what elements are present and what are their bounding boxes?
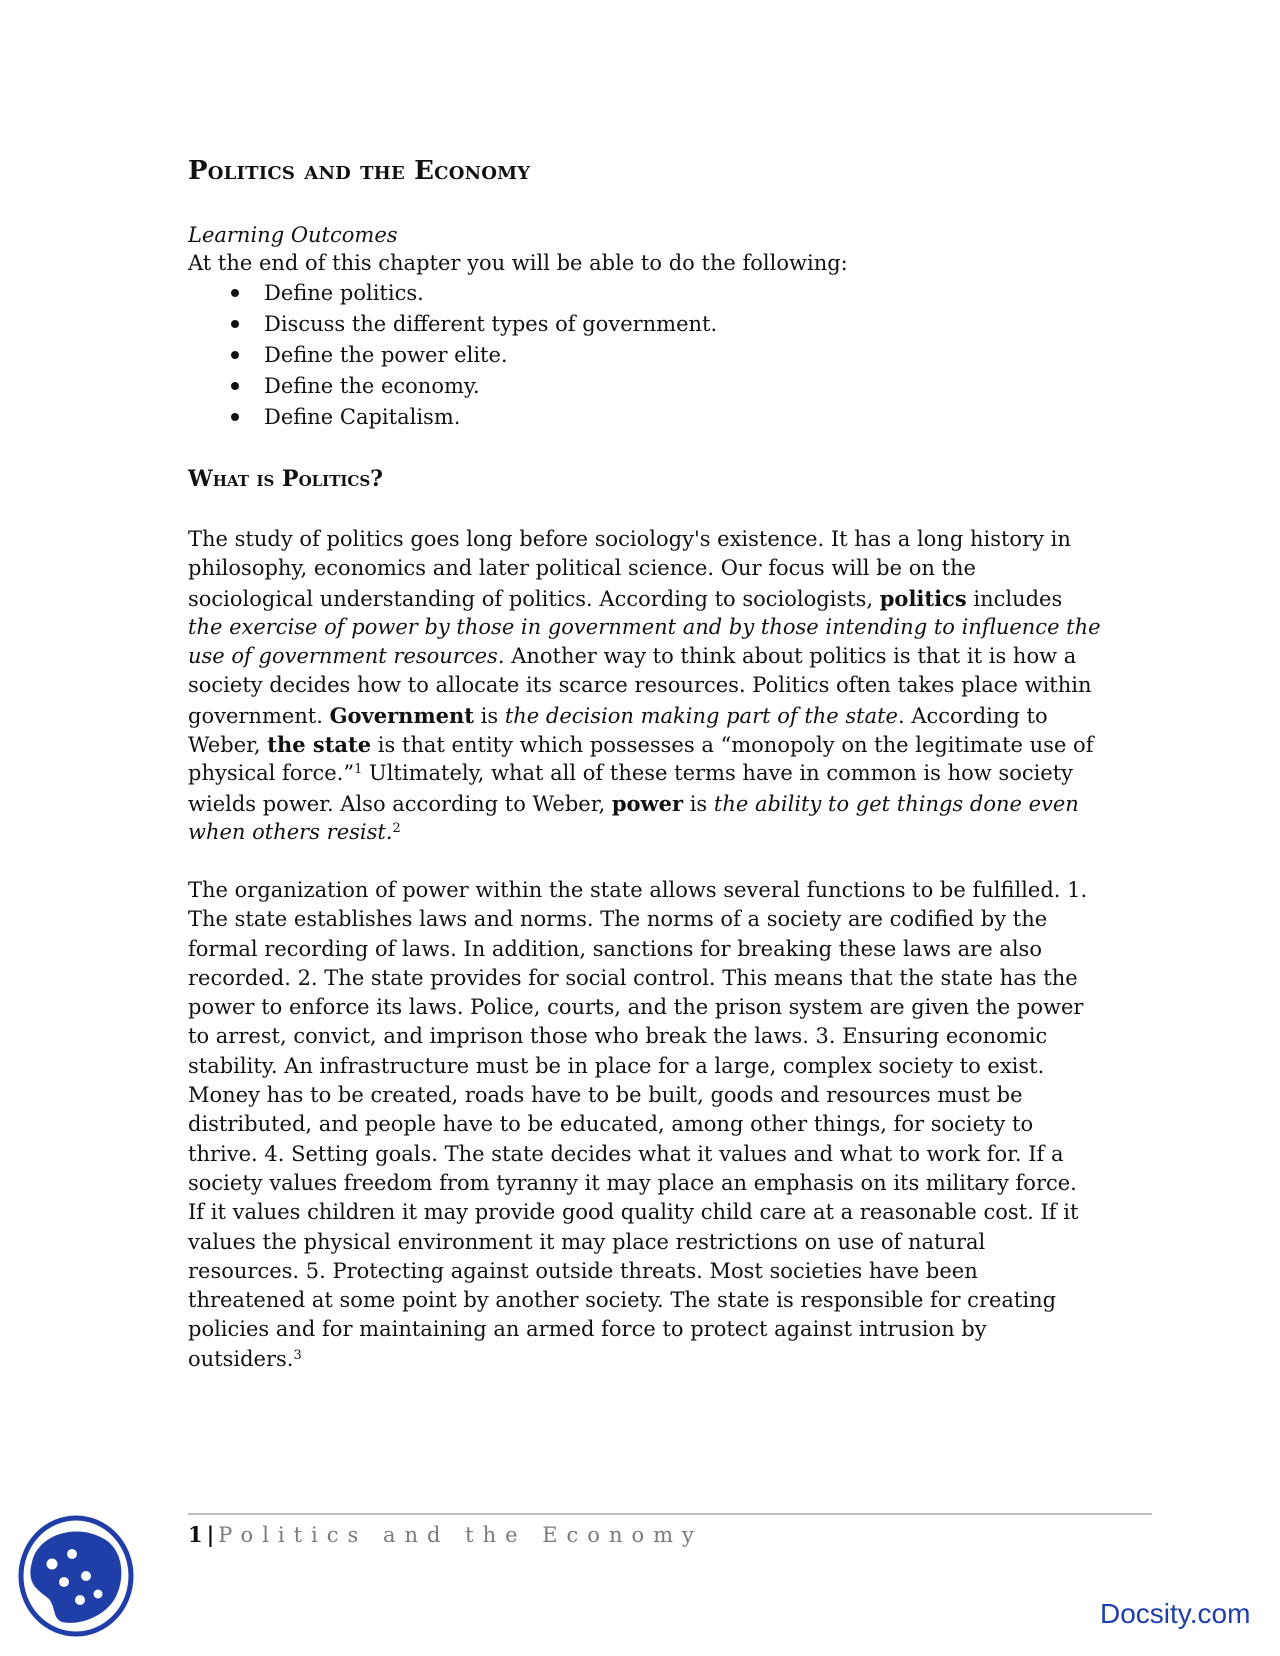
list-item: Define politics. xyxy=(188,279,717,310)
paragraph-line: distributed, and people have to be educated, among other things, for society to xyxy=(188,1112,1034,1137)
paragraph-line: philosophy, economics and later political science. Our focus will be on the xyxy=(188,556,976,581)
paragraph-line: formal recording of laws. In addition, sanctions for breaking these laws are also xyxy=(188,936,1042,961)
page-number: 1 xyxy=(188,1522,203,1547)
paragraph-line: The study of politics goes long before sociology's existence. It has a long history in xyxy=(188,527,1071,551)
list-item: Define the economy. xyxy=(188,372,717,403)
paragraph-line: physical force.”$^1$ Ultimately, what all of these terms have in common is how society xyxy=(188,761,1074,786)
footnote-ref[interactable]: 3 xyxy=(293,1347,302,1363)
learning-outcomes-heading: Learning Outcomes xyxy=(188,223,398,247)
paragraph-line: society values freedom from tyranny it may place an emphasis on its military force. xyxy=(188,1170,1077,1195)
learning-outcomes-list xyxy=(188,279,717,434)
paragraph-line: sociological understanding of politics. According to sociologists, politics includes xyxy=(188,585,1063,611)
paragraph-line: If it values children it may provide good quality child care at a reasonable cost. If it xyxy=(188,1200,1079,1225)
document-title: Politics and the Economy xyxy=(188,156,531,186)
term-politics: politics xyxy=(879,585,967,611)
paragraph-line: recorded. 2. The state provides for social control. This means that the state has the xyxy=(188,965,1078,990)
footnote-ref[interactable]: 2 xyxy=(392,820,401,836)
learning-outcomes-intro: At the end of this chapter you will be able to do the following: xyxy=(188,251,848,275)
footnote-ref[interactable]: 1 xyxy=(354,762,363,778)
term-the-state: the state xyxy=(267,732,372,758)
paragraph-line: threatened at some point by another society. The state is responsible for creating xyxy=(188,1288,1057,1313)
footer-separator: | xyxy=(206,1522,215,1547)
paragraph-line: to arrest, convict, and imprison those who break the laws. 3. Ensuring economic xyxy=(188,1024,1048,1049)
paragraph-line: society decides how to allocate its scarce resources. Politics often takes place within xyxy=(188,673,1092,698)
docsity-logo-icon[interactable] xyxy=(18,1514,136,1638)
paragraph-line: use of government resources. Another way to think about politics is that it is how a xyxy=(188,644,1077,669)
paragraph-line: Weber, the state is that entity which possesses a “monopoly on the legitimate use of xyxy=(188,732,1094,758)
term-power: power xyxy=(611,790,684,816)
list-item: Define the power elite. xyxy=(188,341,717,372)
paragraph-line: The organization of power within the state allows several functions to be fulfilled. 1. xyxy=(188,878,1088,902)
paragraph-line: wields power. Also according to Weber, power is the ability to get things done even xyxy=(188,790,1079,816)
footer-divider xyxy=(188,1513,1152,1515)
paragraph-line: The state establishes laws and norms. The norms of a society are codified by the xyxy=(188,907,1048,932)
running-title: Politics and the Economy xyxy=(218,1523,703,1547)
paragraph-line: thrive. 4. Setting goals. The state decides what it values and what to work for. If a xyxy=(188,1141,1064,1166)
docsity-brand-link[interactable]: Docsity.com xyxy=(1100,1598,1251,1629)
term-government: Government xyxy=(329,702,474,728)
paragraph-line: policies and for maintaining an armed force to protect against intrusion by xyxy=(188,1317,987,1342)
bullet-icon xyxy=(231,320,239,328)
paragraph-line: power to enforce its laws. Police, courts, and the prison system are given the power xyxy=(188,995,1084,1020)
bullet-icon xyxy=(231,289,239,297)
paragraph-line: the exercise of power by those in government and by those intending to influence the xyxy=(188,614,1101,639)
paragraph-line: outsiders.$^3$ xyxy=(188,1346,302,1371)
list-item: Discuss the different types of government. xyxy=(188,310,717,341)
paragraph-state-functions xyxy=(188,876,1098,1374)
paragraph-line: when others resist.$^2$ xyxy=(188,819,401,844)
page-footer xyxy=(188,1521,703,1549)
paragraph-politics-definition xyxy=(188,525,1101,847)
paragraph-line: Money has to be created, roads have to be built, goods and resources must be xyxy=(188,1083,1023,1108)
paragraph-line: values the physical environment it may place restrictions on use of natural xyxy=(188,1229,986,1254)
bullet-icon xyxy=(231,382,239,390)
list-item: Define Capitalism. xyxy=(188,403,717,434)
bullet-icon xyxy=(231,351,239,359)
paragraph-line: resources. 5. Protecting against outside threats. Most societies have been xyxy=(188,1258,978,1283)
paragraph-line: government. Government is the decision making part of the state. According to xyxy=(188,702,1048,728)
paragraph-line: stability. An infrastructure must be in place for a large, complex society to exist. xyxy=(188,1053,1045,1078)
section-heading: What is Politics? xyxy=(188,466,384,492)
bullet-icon xyxy=(231,413,239,421)
